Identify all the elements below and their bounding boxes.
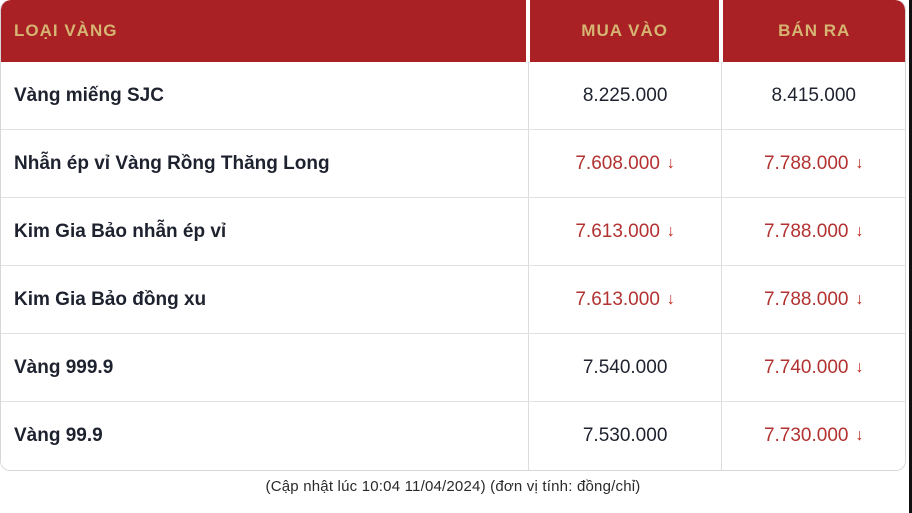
price-value: 7.740.000 [763,356,849,378]
price-value: 7.730.000 [763,425,849,446]
update-note: (Cập nhật lúc 10:04 11/04/2024) (đơn vị tính: đồng/chỉ) [265,478,641,495]
row-name: Vàng 99.9 [14,425,103,446]
table-row [1,266,905,334]
sell-cell [721,402,905,470]
sell-cell [721,198,905,265]
price-value: 7.608.000 [575,152,660,174]
down-arrow-icon: ↓ [855,222,864,240]
row-name: Vàng 999.9 [14,356,114,378]
price-value: 7.788.000 [763,288,849,310]
table-row [1,62,905,130]
header-cell-ban-ra: BÁN RA [723,0,905,62]
row-name: Nhẫn ép vỉ Vàng Rồng Thăng Long [14,152,330,174]
down-arrow-icon: ↓ [666,290,675,308]
table-row [1,334,905,402]
buy-cell [528,266,722,333]
table-header-row [1,0,905,62]
table-row [1,402,905,470]
buy-cell [528,130,722,197]
down-arrow-icon: ↓ [855,427,864,444]
table-row [1,130,905,198]
header-cell-mua-vao: MUA VÀO [530,0,720,62]
row-name: Kim Gia Bảo nhẫn ép vỉ [14,220,227,242]
down-arrow-icon: ↓ [855,358,864,376]
price-value: 7.613.000 [575,288,660,310]
row-name: Kim Gia Bảo đồng xu [14,288,207,310]
sell-cell [721,62,905,129]
down-arrow-icon: ↓ [666,154,675,172]
down-arrow-icon: ↓ [666,222,675,240]
price-value: 7.788.000 [763,152,849,174]
price-value: 8.415.000 [771,84,856,106]
price-value: 7.530.000 [582,425,668,446]
price-value: 8.225.000 [582,84,668,106]
price-value: 7.788.000 [763,220,849,242]
row-name: Vàng miếng SJC [14,84,164,106]
header-cell-loai-vang: LOẠI VÀNG [1,0,526,62]
buy-cell [528,334,722,401]
sell-cell [721,334,905,401]
down-arrow-icon: ↓ [855,290,864,308]
sell-cell [721,130,905,197]
table-body [1,62,905,470]
table-row [1,198,905,266]
sell-cell [721,266,905,333]
price-value: 7.540.000 [582,356,668,378]
buy-cell [528,62,722,129]
down-arrow-icon: ↓ [855,154,864,172]
buy-cell [528,402,722,470]
price-value: 7.613.000 [575,220,660,242]
buy-cell [528,198,722,265]
